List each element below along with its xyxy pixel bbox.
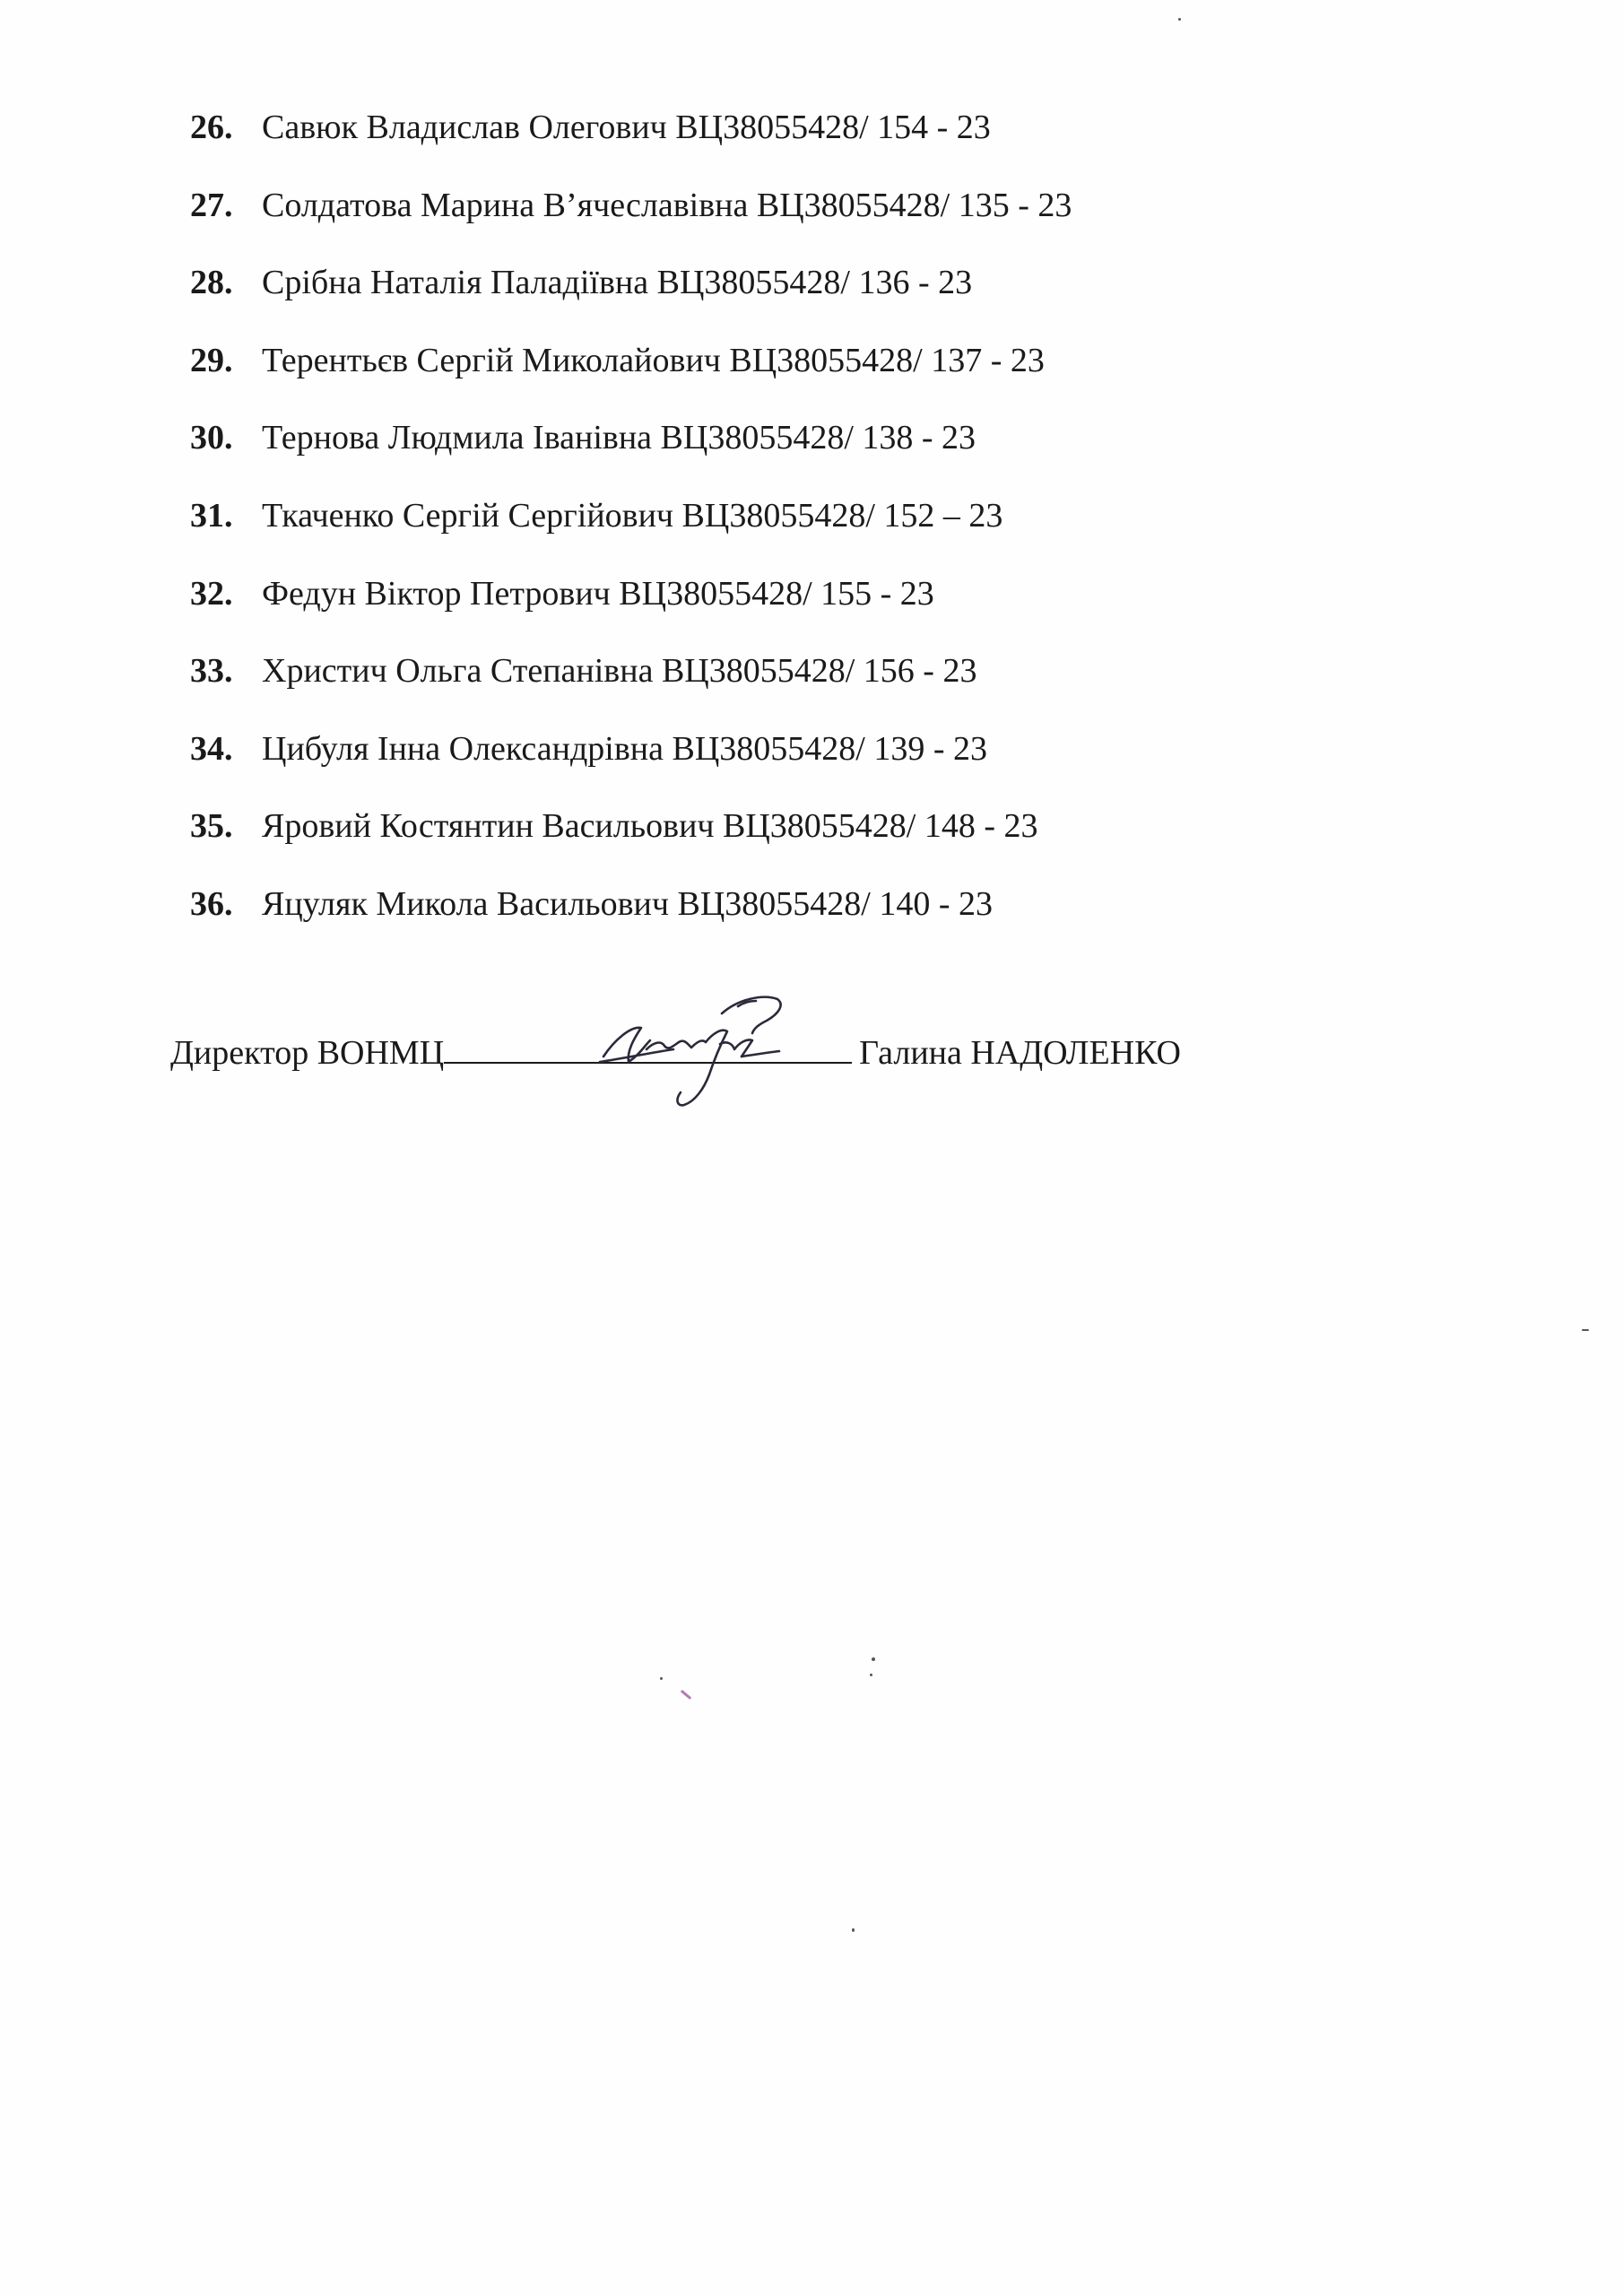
list-item — [190, 722, 1072, 800]
scan-speck — [1178, 18, 1181, 21]
list-item — [190, 334, 1072, 412]
item-text: Цибуля Інна Олександрівна ВЦ38055428/ 139 - 23 — [262, 729, 987, 768]
scan-speck — [870, 1674, 872, 1676]
scan-speck — [1582, 1329, 1589, 1331]
item-text: Терентьєв Сергій Миколайович ВЦ38055428/ 137 - 23 — [262, 341, 1045, 379]
scan-speck — [852, 1928, 855, 1932]
item-text: Срібна Наталія Паладіївна ВЦ38055428/ 136 - 23 — [262, 264, 973, 302]
list-item — [190, 877, 1072, 955]
list-item — [190, 644, 1072, 722]
handwritten-signature — [587, 987, 820, 1121]
item-text: Яцуляк Микола Васильович ВЦ38055428/ 140 - 23 — [262, 884, 993, 923]
item-text: Ткаченко Сергій Сергійович ВЦ38055428/ 152 – 23 — [262, 496, 1003, 535]
list-item — [190, 100, 1072, 178]
item-number: 27. — [190, 186, 233, 224]
entries-list — [190, 100, 1072, 955]
list-item — [190, 567, 1072, 645]
item-text: Савюк Владислав Олегович ВЦ38055428/ 154 - 23 — [262, 109, 991, 146]
scan-speck — [681, 1690, 692, 1700]
item-number: 30. — [190, 419, 233, 457]
item-text: Тернова Людмила Іванівна ВЦ38055428/ 138 - 23 — [262, 419, 976, 457]
list-item — [190, 411, 1072, 489]
list-item — [190, 178, 1072, 257]
signatory-name: Галина НАДОЛЕНКО — [859, 1034, 1182, 1072]
item-number: 26. — [190, 109, 233, 146]
scan-speck — [872, 1657, 875, 1661]
item-text: Яровий Костянтин Васильович ВЦ38055428/ 148 - 23 — [262, 807, 1038, 846]
list-item — [190, 256, 1072, 334]
item-text: Христич Ольга Степанівна ВЦ38055428/ 156 - 23 — [262, 652, 977, 691]
item-number: 35. — [190, 807, 233, 846]
item-number: 28. — [190, 264, 233, 302]
scan-speck — [660, 1677, 663, 1680]
item-number: 34. — [190, 729, 233, 768]
item-text: Солдатова Марина В’ячеславівна ВЦ38055428/ 135 - 23 — [262, 186, 1072, 224]
list-item — [190, 489, 1072, 567]
signatory-position: Директор ВОНМЦ — [170, 1034, 445, 1072]
item-number: 31. — [190, 496, 233, 535]
item-text: Федун Віктор Петрович ВЦ38055428/ 155 - 23 — [262, 574, 934, 613]
item-number: 36. — [190, 884, 233, 923]
item-number: 33. — [190, 652, 233, 691]
item-number: 32. — [190, 574, 233, 613]
item-number: 29. — [190, 341, 233, 379]
list-item — [190, 799, 1072, 877]
